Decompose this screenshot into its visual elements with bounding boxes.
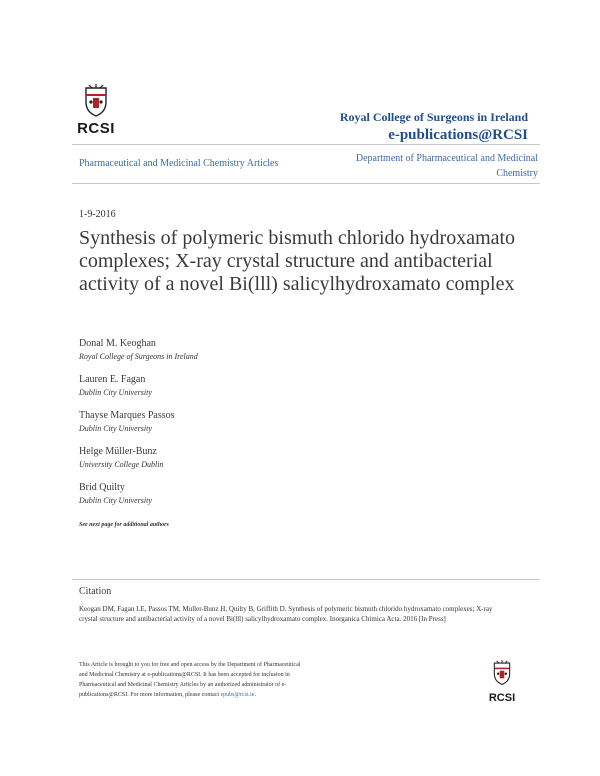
author-item: [79, 337, 479, 362]
access-statement: [79, 660, 309, 700]
author-name[interactable]: Thayse Marques Passos: [79, 410, 175, 421]
institution-block: [340, 110, 528, 144]
citation-divider: [72, 579, 540, 580]
citation-heading: Citation: [79, 586, 112, 597]
footer-rcsi-logo: [484, 660, 520, 704]
access-statement-end: .: [254, 692, 257, 698]
institution-name[interactable]: Royal College of Surgeons in Ireland: [339, 110, 528, 124]
logo-wordmark: RCSI: [77, 120, 115, 137]
author-name[interactable]: Lauren E. Fagan: [79, 374, 146, 385]
collection-link[interactable]: Pharmaceutical and Medicinal Chemistry Articles: [79, 158, 279, 169]
author-affiliation: Dublin City University: [79, 424, 152, 433]
article-title[interactable]: Synthesis of polymeric bismuth chlorido hydroxamato complexes; X-ray crystal structure and antibacterial activity of a novel Bi(lll) salicylhydroxamato complex: [79, 227, 516, 295]
author-affiliation: University College Dublin: [79, 460, 164, 469]
author-name[interactable]: Helge Müller-Bunz: [79, 446, 157, 457]
rcsi-logo: [72, 84, 120, 137]
author-item: [79, 445, 479, 470]
author-name[interactable]: Donal M. Keoghan: [79, 338, 156, 349]
author-list: [79, 337, 479, 517]
more-authors-note[interactable]: See next page for additional authors: [79, 522, 169, 528]
publication-date: 1-9-2016: [79, 209, 116, 220]
links-divider: [72, 183, 540, 184]
author-affiliation: Royal College of Surgeons in Ireland: [79, 352, 198, 361]
department-link[interactable]: Department of Pharmaceutical and Medicinal Chemistry: [355, 153, 538, 179]
author-item: [79, 373, 479, 398]
citation-text: Keogan DM, Fagan LE, Passos TM, Muller-Bunz H, Quilty B, Griffith D. Synthesis of polymeric bismuth chlorido hydroxamato complexes; X-ray crystal structure and antibacterial activity of a novel Bi(lll) salicylhydroxamato complex. Inorganica Chimica Acta. 2016 [In Press]: [79, 605, 493, 623]
author-affiliation: Dublin City University: [79, 496, 152, 505]
access-statement-text: This Article is brought to you for free and open access by the Department of Pharmaceutical and Medicinal Chemistry at e-publications@RCSI. It has been accepted for inclusion in Pharmaceutical and Medicinal Chemistry Articles by an authorized administrator of e-publications@RCSI. For more information, please contact: [79, 662, 301, 698]
rcsi-crest-icon: [492, 660, 512, 686]
header-divider: [72, 144, 540, 145]
author-item: [79, 481, 479, 506]
repository-name[interactable]: e-publications@RCSI: [388, 127, 528, 143]
contact-email-link[interactable]: epubs@rcsi.ie: [220, 692, 255, 698]
author-name[interactable]: Brid Quilty: [79, 482, 125, 493]
author-item: [79, 409, 479, 434]
author-affiliation: Dublin City University: [79, 388, 152, 397]
footer-logo-wordmark: RCSI: [488, 692, 516, 704]
rcsi-crest-icon: [83, 84, 109, 118]
